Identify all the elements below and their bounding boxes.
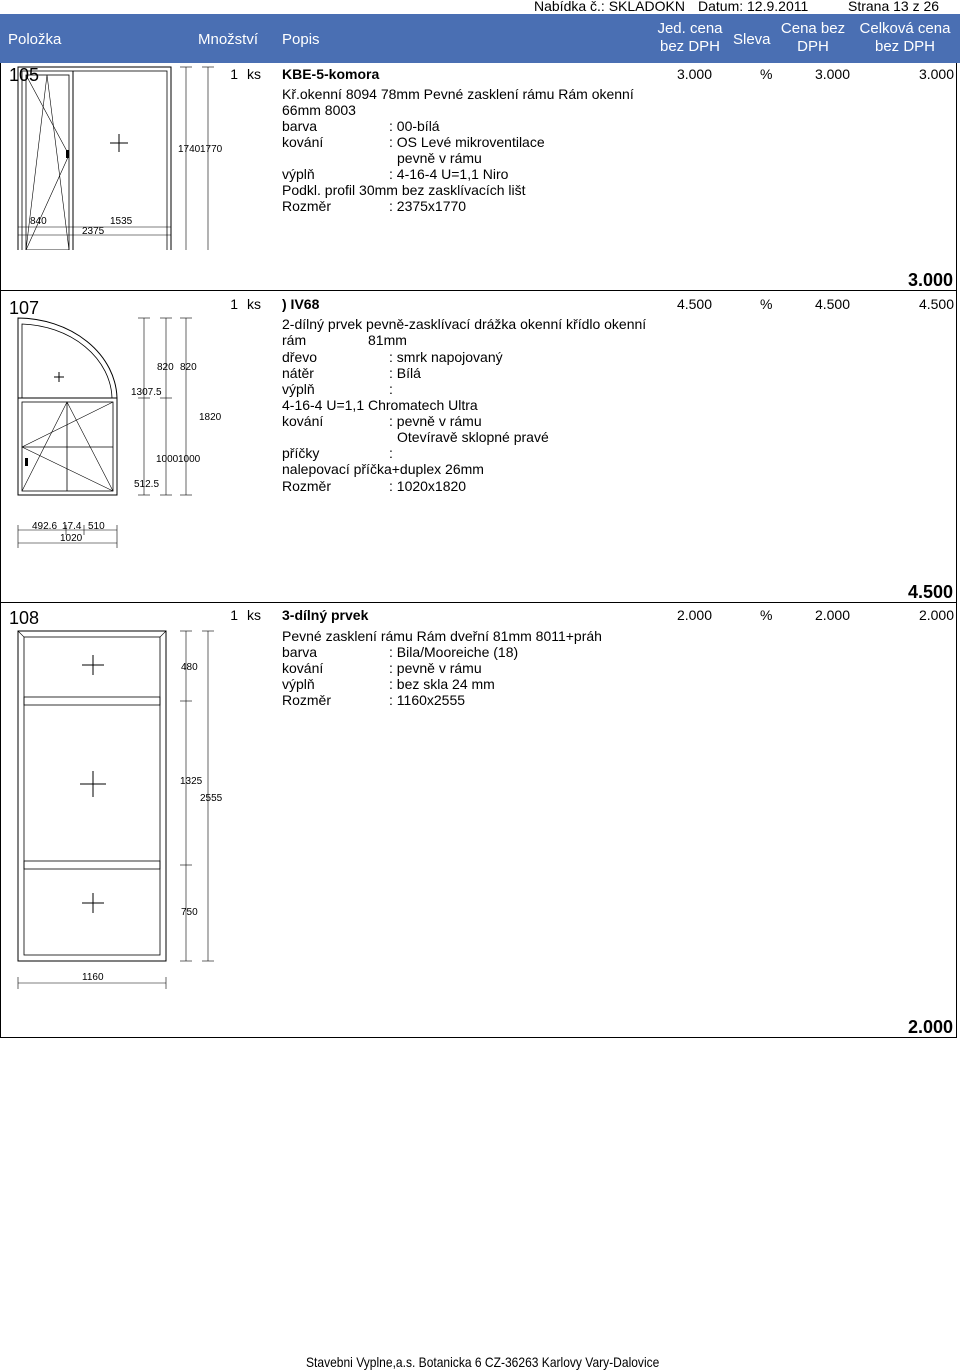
desc-value: 81mm [368,332,407,348]
header-price-line2: DPH [797,38,829,55]
desc-label: Rozměr [282,478,332,494]
subtotal-prev: 3.000 [908,270,954,290]
desc-label: výplň [282,676,315,692]
subtotal-prev: 4.500 [908,582,954,602]
transom-bar [24,861,160,869]
window-drawing-107 [0,310,240,550]
frame-right [956,63,957,1038]
page-indicator: Strana 13 z 26 [848,0,940,14]
corner-line [160,631,166,637]
item-separator [0,602,957,603]
desc-value: : [389,445,393,461]
dim-label: 1535 [110,216,133,227]
handle-icon [66,150,69,158]
header-discount: Sleva [733,31,771,48]
dim-label: 1740 [178,144,201,155]
desc-value: : 1160x2555 [389,692,466,708]
unit-price: 3.000 [676,66,712,82]
dim-label: 1000 [156,454,179,465]
dim-label: 510 [88,521,105,532]
total: 3.000 [918,66,954,82]
header-price [774,20,852,56]
subtotal: 2.000 [908,1017,954,1037]
arch-frame [18,318,117,398]
unit-price: 4.500 [676,296,712,312]
frame-bottom [0,1037,957,1038]
desc-value: : 00-bílá [389,118,440,134]
arch-inner [22,324,112,398]
item-qty: 1 [230,607,238,623]
dim-label: 512.5 [134,479,160,490]
desc-label: barva [282,644,318,660]
desc-label: výplň [282,381,315,397]
total: 4.500 [918,296,954,312]
item-separator [0,290,957,291]
dim-label: 840 [30,216,47,227]
dim-label: 1770 [200,144,223,155]
item-unit: ks [247,66,261,82]
item-number: 105 [9,65,40,85]
desc-line: 4-16-4 U=1,1 Chromatech Ultra [282,397,478,413]
price: 3.000 [814,66,850,82]
desc-value: : bez skla 24 mm [389,676,495,692]
desc-value: : 2375x1770 [389,198,467,214]
item-title: ) IV68 [282,296,320,312]
header-total-line2: bez DPH [874,38,936,55]
desc-label: kování [282,413,324,429]
header-price-line1: Cena bez [780,20,846,37]
header-unit-price-line2: bez DPH [659,38,721,55]
footer-company: Stavebni Vyplne,a.s. Botanicka 6 CZ-36263 Karlovy Vary-Dalovice [306,1354,660,1370]
desc-line: 66mm 8003 [282,102,356,118]
transom-bar [24,697,160,705]
outer-frame [18,631,166,961]
desc-label: kování [282,134,324,150]
discount: % [760,607,773,623]
opening-lines [22,402,113,491]
dim-label: 1820 [199,412,222,423]
desc-value: : OS Levé mikroventilace [389,134,545,150]
item-qty: 1 [230,66,238,82]
sash-frame [18,398,117,495]
header-total-line1: Celková cena [859,20,951,37]
desc-label: barva [282,118,318,134]
inner-frame [24,637,160,955]
desc-label: rám [282,332,307,348]
dim-label: 2375 [82,226,105,237]
dim-label: 1160 [82,972,104,983]
discount: % [760,66,773,82]
desc-line: Podkl. profil 30mm bez zasklívacích lišt [282,182,526,198]
desc-label: výplň [282,166,315,182]
item-unit: ks [247,607,261,623]
header-item: Položka [8,31,62,48]
offer-number: Nabídka č.: SKLADOKN [534,0,685,14]
discount: % [760,296,773,312]
item-title: 3-dílný prvek [282,607,369,623]
desc-value: : 4-16-4 U=1,1 Niro [389,166,509,182]
dim-label: 750 [181,907,198,918]
desc-value: : pevně v rámu [389,660,482,676]
total: 2.000 [918,607,954,623]
desc-label: dřevo [282,349,318,365]
item-unit: ks [247,296,261,312]
offer-date: Datum: 12.9.2011 [698,0,809,14]
desc-label: nátěr [282,365,314,381]
table-header [0,14,960,63]
dim-label: 1000 [178,454,201,465]
desc-line: Kř.okenní 8094 78mm Pevné zasklení rámu Rám okenní [282,86,634,102]
sash-inner [22,402,113,491]
desc-value: : smrk napojovaný [389,349,503,365]
desc-value: Otevíravě sklopné pravé [397,429,549,445]
dim-label: 1307.5 [131,387,162,398]
header-unit-price [650,20,730,56]
price: 2.000 [814,607,850,623]
desc-label: příčky [282,445,320,461]
price: 4.500 [814,296,850,312]
desc-label: kování [282,660,324,676]
item-qty: 1 [230,296,238,312]
dim-label: 820 [180,362,197,373]
desc-label: Rozměr [282,198,332,214]
dim-label: 1325 [180,776,203,787]
item-number: 107 [9,298,40,318]
dim-label: 2555 [200,793,223,804]
handle-icon [25,458,28,466]
desc-value: : Bila/Mooreiche (18) [389,644,519,660]
desc-value: : 1020x1820 [389,478,467,494]
item-number: 108 [9,608,40,628]
desc-value: pevně v rámu [397,150,482,166]
door-drawing-108 [0,625,240,995]
header-qty: Množství [198,31,259,48]
dim-label: 480 [181,662,198,673]
corner-line [18,631,24,637]
header-desc: Popis [282,31,320,48]
desc-line: 2-dílný prvek pevně-zasklívací drážka okenní křídlo okenní [282,316,647,332]
opening-lines [22,402,113,491]
header-unit-price-line1: Jed. cena [657,20,723,37]
desc-line: Pevné zasklení rámu Rám dveřní 81mm 8011+práh [282,628,602,644]
desc-label: Rozměr [282,692,332,708]
desc-line: nalepovací příčka+duplex 26mm [282,461,484,477]
window-drawing-105 [0,60,260,250]
item-title: KBE-5-komora [282,66,380,82]
desc-value: : [389,381,393,397]
dim-label: 1020 [60,533,83,544]
dim-label: 820 [157,362,174,373]
header-total [852,20,958,56]
desc-value: : Bílá [389,365,421,381]
desc-value: : pevně v rámu [389,413,482,429]
unit-price: 2.000 [676,607,712,623]
dim-label: 17.4 [62,521,82,532]
dim-label: 492.6 [32,521,58,532]
